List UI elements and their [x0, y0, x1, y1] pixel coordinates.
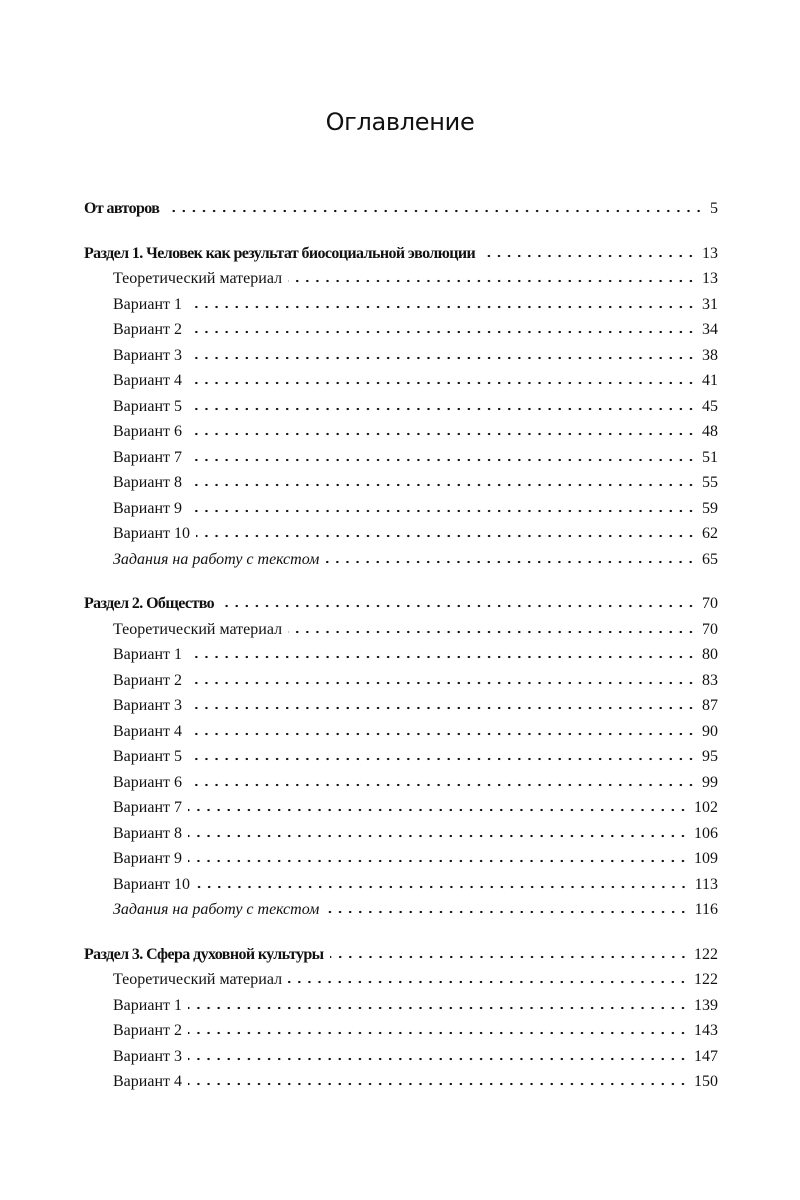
toc-entry[interactable] — [84, 1044, 718, 1070]
page-number: 31 — [702, 295, 718, 313]
page-number: 106 — [694, 824, 718, 842]
toc-entry[interactable] — [84, 445, 718, 471]
entry-label: Вариант 9 — [113, 850, 182, 867]
dot-leader — [188, 834, 688, 838]
dot-leader — [325, 560, 696, 564]
toc-heading-entry[interactable] — [84, 591, 718, 617]
entry-label: Вариант 1 — [113, 646, 182, 663]
dot-leader — [188, 757, 696, 761]
dot-leader — [188, 808, 688, 812]
page-number: 122 — [694, 971, 718, 988]
dot-leader — [188, 859, 688, 863]
dot-leader — [188, 407, 696, 411]
page-number: 48 — [702, 423, 718, 440]
toc-heading-entry[interactable] — [84, 241, 718, 267]
toc-section — [84, 241, 718, 573]
dot-leader — [188, 1057, 688, 1061]
dot-leader — [220, 604, 696, 608]
toc-heading-entry[interactable] — [84, 942, 718, 968]
page-number: 99 — [702, 773, 718, 791]
dot-leader — [188, 483, 696, 487]
entry-label: Вариант 10 — [113, 525, 190, 542]
dot-leader — [188, 1006, 688, 1010]
toc-entry[interactable] — [84, 993, 718, 1019]
toc-entry[interactable] — [84, 846, 718, 872]
entry-label: Вариант 7 — [113, 799, 182, 816]
toc-entry[interactable] — [84, 496, 718, 522]
entry-label: Вариант 2 — [113, 321, 182, 338]
page-number: 13 — [702, 244, 718, 262]
toc-entry[interactable] — [84, 668, 718, 694]
dot-leader — [188, 509, 696, 513]
dot-leader — [288, 980, 688, 984]
page-number: 62 — [702, 525, 718, 542]
toc-entry[interactable] — [84, 343, 718, 369]
page-number: 143 — [694, 1022, 718, 1039]
page-number: 122 — [694, 945, 718, 963]
toc-entry[interactable] — [84, 419, 718, 445]
toc-entry[interactable] — [84, 368, 718, 394]
dot-leader — [188, 458, 696, 462]
entry-label: Теоретический материал — [113, 971, 283, 988]
dot-leader — [325, 910, 688, 914]
entry-label: Вариант 4 — [113, 722, 182, 740]
page-number: 139 — [694, 996, 718, 1014]
dot-leader — [188, 330, 696, 334]
page-number: 41 — [702, 372, 718, 389]
page-number: 59 — [702, 499, 718, 517]
entry-label: Задания на работу с текстом — [113, 901, 320, 918]
page-number: 70 — [702, 595, 718, 612]
dot-leader — [188, 305, 696, 309]
dot-leader — [288, 630, 696, 634]
toc-entry[interactable] — [84, 872, 718, 898]
dot-leader — [165, 209, 704, 213]
page-number: 109 — [694, 850, 718, 867]
page-number: 83 — [702, 671, 718, 689]
page-number: 55 — [702, 474, 718, 491]
dot-leader — [188, 655, 696, 659]
entry-label: Вариант 3 — [113, 346, 182, 364]
entry-label: Вариант 2 — [113, 1022, 182, 1039]
dot-leader — [188, 1082, 688, 1086]
page-number: 51 — [702, 448, 718, 466]
dot-leader — [188, 356, 696, 360]
entry-label: Вариант 9 — [113, 499, 182, 517]
dot-leader — [188, 783, 696, 787]
dot-leader — [288, 279, 696, 283]
dot-leader — [188, 681, 696, 685]
dot-leader — [196, 885, 689, 889]
entry-label: Задания на работу с текстом — [113, 550, 320, 568]
entry-label: Раздел 1. Человек как результат биосоциальной эволюции — [84, 244, 476, 262]
entry-label: Вариант 8 — [113, 824, 182, 842]
toc-entry[interactable] — [84, 821, 718, 847]
page-number: 34 — [702, 321, 718, 338]
page-number: 147 — [694, 1047, 718, 1065]
toc-heading-entry[interactable] — [84, 196, 718, 222]
toc-entry[interactable] — [84, 642, 718, 668]
toc-section — [84, 196, 718, 222]
entry-label: Вариант 4 — [113, 1073, 182, 1090]
page-number: 95 — [702, 748, 718, 765]
page-number: 13 — [702, 270, 718, 287]
dot-leader — [188, 381, 696, 385]
entry-label: Вариант 1 — [113, 295, 182, 313]
entry-label: Вариант 4 — [113, 372, 182, 389]
toc-entry[interactable] — [84, 744, 718, 770]
entry-label: Теоретический материал — [113, 620, 283, 638]
toc-section — [84, 942, 718, 1095]
entry-label: Вариант 6 — [113, 423, 182, 440]
toc-entry[interactable] — [84, 521, 718, 547]
page-title: Оглавление — [325, 108, 475, 136]
toc-entry[interactable] — [84, 317, 718, 343]
toc-entry[interactable] — [84, 470, 718, 496]
toc-entry[interactable] — [84, 394, 718, 420]
page-number: 65 — [702, 550, 718, 568]
page-number: 90 — [702, 722, 718, 740]
toc-entry[interactable] — [84, 693, 718, 719]
entry-label: Вариант 6 — [113, 773, 182, 791]
page-number: 70 — [702, 620, 718, 638]
toc-entry[interactable] — [84, 547, 718, 573]
table-of-contents — [84, 196, 718, 1114]
entry-label: Вариант 2 — [113, 671, 182, 689]
page-number: 113 — [694, 875, 718, 893]
toc-entry[interactable] — [84, 770, 718, 796]
dot-leader — [188, 432, 696, 436]
dot-leader — [188, 732, 696, 736]
page-number: 150 — [694, 1073, 718, 1090]
toc-entry[interactable] — [84, 795, 718, 821]
toc-entry[interactable] — [84, 1018, 718, 1044]
toc-entry[interactable] — [84, 897, 718, 923]
dot-leader — [330, 955, 688, 959]
entry-label: Раздел 3. Сфера духовной культуры — [84, 945, 324, 963]
entry-label: Раздел 2. Общество — [84, 595, 215, 612]
entry-label: Вариант 3 — [113, 697, 182, 714]
entry-label: Вариант 8 — [113, 474, 182, 491]
toc-entry[interactable] — [84, 292, 718, 318]
entry-label: Вариант 10 — [113, 875, 190, 893]
entry-label: Вариант 1 — [113, 996, 182, 1014]
entry-label: Вариант 7 — [113, 448, 182, 466]
entry-label: Вариант 5 — [113, 748, 182, 765]
entry-label: От авторов — [84, 200, 160, 217]
page-number: 38 — [702, 346, 718, 364]
toc-entry[interactable] — [84, 967, 718, 993]
page-number: 116 — [694, 901, 718, 918]
toc-section — [84, 591, 718, 923]
entry-label: Вариант 3 — [113, 1047, 182, 1065]
page-number: 87 — [702, 697, 718, 714]
entry-label: Теоретический материал — [113, 270, 283, 287]
dot-leader — [196, 534, 696, 538]
dot-leader — [188, 706, 696, 710]
page-number: 102 — [694, 799, 718, 816]
page-number: 5 — [710, 200, 718, 217]
entry-label: Вариант 5 — [113, 397, 182, 415]
toc-entry[interactable] — [84, 719, 718, 745]
page-number: 80 — [702, 646, 718, 663]
toc-entry[interactable] — [84, 266, 718, 292]
dot-leader — [481, 254, 696, 258]
dot-leader — [188, 1031, 688, 1035]
toc-entry[interactable] — [84, 617, 718, 643]
toc-entry[interactable] — [84, 1069, 718, 1095]
page-number: 45 — [702, 397, 718, 415]
